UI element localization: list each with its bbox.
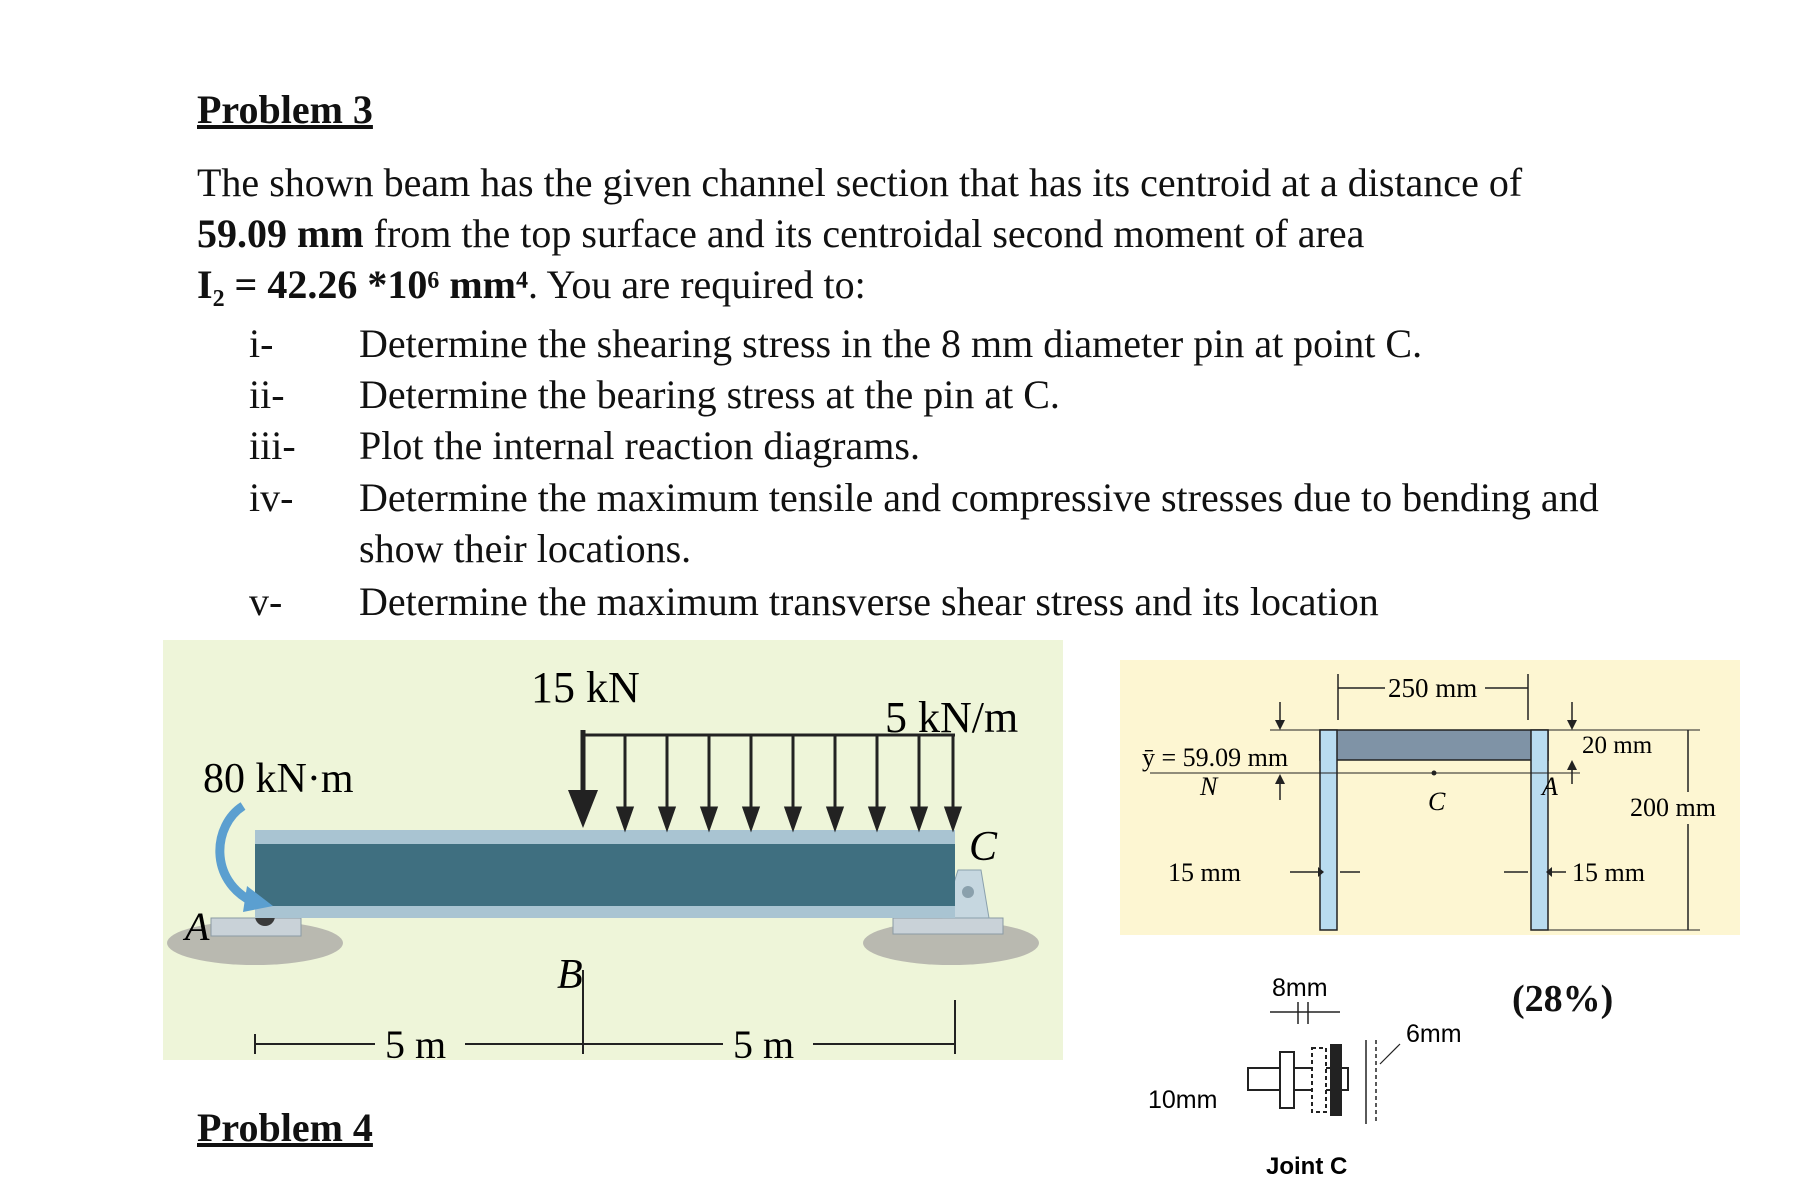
point-c-label: C <box>969 824 998 870</box>
second-moment: I₂ = 42.26 *10⁶ mm⁴ <box>197 262 528 307</box>
connector-plate-1 <box>1312 1048 1326 1112</box>
point-a-label: A <box>185 904 210 949</box>
joint-c-pin <box>962 886 974 898</box>
span-2-label: 5 m <box>733 1022 795 1060</box>
side-thickness-label: 10mm <box>1148 1086 1218 1114</box>
centroid-point <box>1432 771 1437 776</box>
joint-c-caption: Joint C <box>1266 1153 1348 1180</box>
pin-head <box>1280 1052 1294 1108</box>
width-label: 250 mm <box>1388 673 1478 703</box>
beam-top-flange <box>255 830 955 844</box>
flange-thickness-label: 20 mm <box>1582 732 1653 759</box>
axis-n-label: N <box>1200 772 1218 801</box>
centroid-c-label: C <box>1428 787 1446 816</box>
problem-4-title: Problem 4 <box>197 1105 373 1150</box>
distributed-load-label: 5 kN/m <box>885 693 1019 742</box>
intro-line-1: The shown beam has the given channel section that has its centroid at a distance of <box>197 160 1523 205</box>
height-label: 200 mm <box>1630 793 1716 822</box>
intro-line-2: 59.09 mm from the top surface and its centroidal second moment of area <box>197 211 1365 256</box>
connector-plate-2 <box>1330 1044 1342 1116</box>
channel-web-right <box>1531 730 1548 930</box>
moment-label: 80 kN·m <box>203 756 354 802</box>
intro-line-3: I₂ = 42.26 *10⁶ mm⁴. You are required to: <box>197 262 866 307</box>
web-right-thickness-label: 15 mm <box>1572 858 1645 887</box>
section-figure <box>1120 660 1740 935</box>
web-left-thickness-label: 15 mm <box>1168 858 1241 887</box>
axis-a-label: A <box>1542 772 1558 801</box>
support-a-pad <box>211 918 301 936</box>
channel-web-left <box>1320 730 1337 930</box>
pin-diameter-label: 8mm <box>1272 974 1328 1002</box>
beam-bottom-flange <box>255 906 955 918</box>
joint-figure <box>1140 960 1470 1182</box>
channel-flange <box>1320 730 1548 760</box>
problem-3-title: Problem 3 <box>197 87 373 132</box>
span-1-label: 5 m <box>385 1022 447 1060</box>
problem-intro <box>197 157 1647 310</box>
beam-figure <box>163 640 1063 1060</box>
problem-weight: (28%) <box>1512 978 1614 1020</box>
plate-thickness-label: 6mm <box>1406 1020 1462 1048</box>
ybar-label: ȳ = 59.09 mm <box>1142 743 1289 772</box>
support-c-pad <box>893 918 1003 934</box>
beam-web <box>255 844 955 906</box>
point-b-label: B <box>557 952 583 998</box>
centroid-distance: 59.09 mm <box>197 211 364 256</box>
point-load-label: 15 kN <box>531 663 640 712</box>
